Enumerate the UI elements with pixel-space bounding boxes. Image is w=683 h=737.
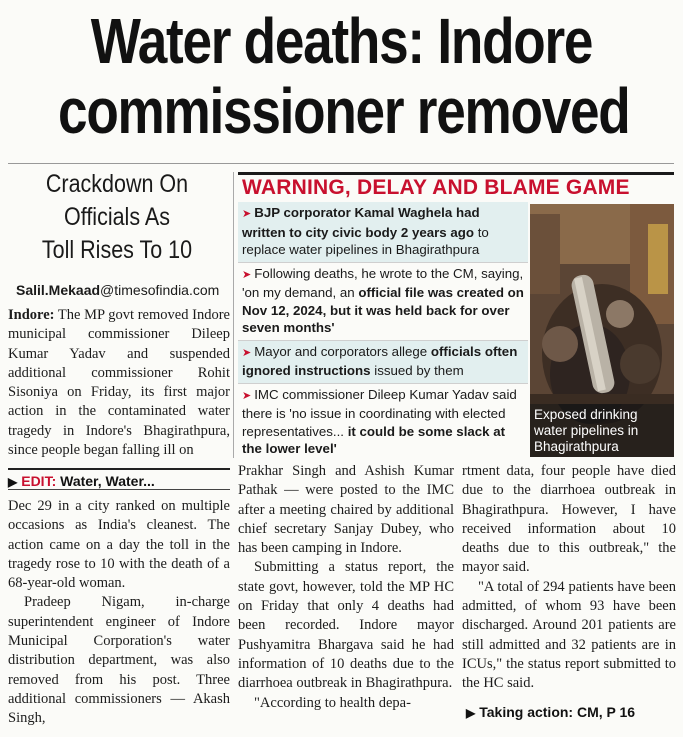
edit-reference[interactable] bbox=[8, 468, 230, 489]
sidebar-point bbox=[238, 263, 528, 341]
sidebar-points bbox=[238, 202, 528, 461]
byline-name: Salil.Mekaad bbox=[16, 282, 101, 298]
point-text: Mayor and corporators allege bbox=[254, 343, 431, 359]
sidebar-title: WARNING, DELAY AND BLAME GAME bbox=[238, 172, 674, 200]
subhead-line-2: Officials As bbox=[64, 203, 170, 231]
story-paragraph: rtment data, four people have died due to the diarrhoea outbreak in Bhagirathpura. However, I have received information about 10 deaths due to this outbreak," the mayor said. bbox=[462, 463, 676, 576]
point-bold: officials often ignored instructions bbox=[242, 343, 518, 378]
headline-line-2: commissioner removed bbox=[58, 75, 630, 147]
story-paragraph: "According to health depa- bbox=[254, 694, 411, 711]
story-paragraph: "A total of 294 patients have been admitted, of whom 93 have been discharged. Around 201 patients are still admitted and 32 patients are in ICUs," the status report submitted to the HC said. bbox=[462, 578, 676, 692]
story-paragraph: Prakhar Singh and Ashish Kumar Pathak — were posted to the IMC after a meeting chaired by additional chief secretary Sanjay Dubey, who has been camping in Indore. bbox=[238, 463, 454, 557]
jump-label: Taking action: CM, P 16 bbox=[479, 704, 636, 720]
sidebar-point bbox=[238, 341, 528, 384]
sidebar-box bbox=[238, 172, 674, 459]
divider bbox=[8, 163, 674, 164]
triangle-icon: ▶ bbox=[8, 475, 18, 489]
byline-domain: @timesofindia.com bbox=[100, 282, 220, 298]
story-text: The MP govt removed Indore municipal commissioner Dileep Kumar Yadav and suspended additional commissioner Rohit Sisoniya on Friday, its first major action in the contaminated water tragedy in Indore's Bhagirathpura, since people began falling ill on bbox=[8, 307, 230, 459]
subheadline bbox=[23, 168, 210, 267]
divider bbox=[8, 489, 230, 490]
point-text: IMC commissioner Dileep Kumar Yadav said there is 'no issue in coordinating with elected representatives... bbox=[242, 386, 517, 439]
story-paragraph bbox=[8, 306, 230, 460]
byline bbox=[16, 282, 219, 298]
arrow-icon: ➤ bbox=[242, 389, 252, 402]
point-bold: BJP corporator Kamal Waghela had written to city civic body 2 years ago bbox=[242, 205, 480, 240]
edit-title: Water, Water... bbox=[60, 473, 155, 489]
point-bold: it could be some slack at the lower level' bbox=[242, 423, 506, 456]
column-divider bbox=[233, 172, 234, 458]
arrow-icon: ➤ bbox=[242, 268, 252, 281]
jump-reference[interactable] bbox=[466, 704, 635, 720]
subhead-line-3: Toll Rises To 10 bbox=[41, 236, 193, 264]
story-paragraph: Pradeep Nigam, in-charge superintendent engineer of Indore Municipal Corporation's water distribution department, was also removed from his post. Three additional commissioners — Akash Singh, bbox=[8, 594, 230, 727]
sidebar-point bbox=[238, 384, 528, 461]
headline bbox=[58, 5, 630, 147]
story-column-2 bbox=[238, 462, 454, 713]
arrow-icon: ➤ bbox=[242, 346, 252, 359]
story-paragraph: Submitting a status report, the state govt, however, told the MP HC on Friday that only 4 deaths had been recorded. Indore mayor Pushyamitra Bhargava said he had information of 10 deaths due to the diarrhoea outbreak in Bhagirathpura. bbox=[238, 559, 454, 692]
triangle-icon: ▶ bbox=[466, 706, 476, 720]
headline-line-1: Water deaths: Indore bbox=[90, 5, 593, 77]
edit-label: EDIT: bbox=[21, 473, 57, 489]
story-paragraph: Dec 29 in a city ranked on multiple occasions as India's cleanest. The action came on a day the toll in the tragedy rose to 10 with the death of a 68-year-old woman. bbox=[8, 498, 230, 592]
arrow-icon: ➤ bbox=[242, 208, 252, 220]
point-text: to replace water pipelines in Bhagirathpura bbox=[242, 224, 489, 257]
subhead-line-1: Crackdown On bbox=[45, 170, 189, 198]
point-bold: official file was created on Nov 12, 2024, but it was held back for over seven months' bbox=[242, 285, 524, 335]
photo-caption: Exposed drinking water pipelines in Bhagirathpura bbox=[530, 404, 674, 457]
point-text: Following deaths, he wrote to the CM, saying, 'on my demand, an bbox=[242, 265, 524, 300]
story-column-3 bbox=[462, 462, 676, 694]
sidebar-point bbox=[238, 202, 528, 263]
dateline: Indore: bbox=[8, 307, 55, 323]
story-column-1-top bbox=[8, 306, 230, 462]
point-text: issued by them bbox=[370, 363, 464, 378]
pipeline-photo bbox=[530, 204, 674, 457]
story-column-1-bottom bbox=[8, 497, 230, 729]
